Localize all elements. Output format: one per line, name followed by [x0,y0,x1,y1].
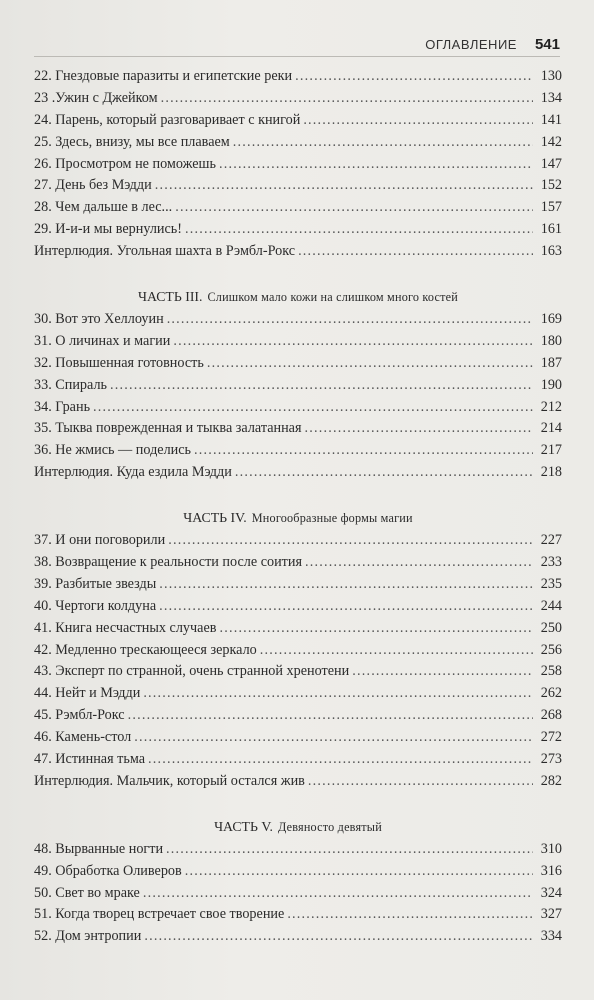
entry-page-number: 130 [540,67,562,84]
entry-title: 44. Нейт и Мэдди [34,685,141,702]
entry-page-number: 272 [540,729,562,746]
entry-page-number: 262 [540,685,562,702]
entry-title: 39. Разбитые звезды [34,575,157,592]
entry-page-number: 190 [540,376,562,393]
dot-leader [159,596,533,618]
entry-page-number: 217 [540,442,562,459]
part-label: ЧАСТЬ IV. [183,510,247,526]
entry-page-number: 142 [540,133,562,150]
toc-entry [34,353,562,375]
dot-leader [159,574,533,596]
entry-page-number: 169 [540,311,562,327]
entry-title: 50. Свет во мраке [34,884,140,901]
dot-leader [260,640,533,662]
entry-page-number: 212 [540,398,562,415]
toc-entry [34,883,562,905]
dot-leader [298,241,533,263]
toc-entry [34,219,562,241]
toc-entry [34,331,562,353]
entry-title: 40. Чертоги колдуна [34,597,157,614]
entry-page-number: 256 [540,641,562,658]
entry-title: 32. Повышенная готовность [34,354,204,371]
dot-leader [185,219,533,241]
toc-entry [34,110,562,132]
part-label: ЧАСТЬ III. [137,289,203,305]
dot-leader [175,197,533,219]
dot-leader [233,132,533,154]
entry-title: 31. О личинах и магии [34,332,171,349]
part-subtitle: Девяносто девятый [277,819,382,834]
toc-entry [34,683,562,705]
entry-title: 27. День без Мэдди [34,177,152,194]
toc-entry [34,440,562,462]
toc-entry [34,640,562,662]
entry-page-number: 214 [540,420,562,437]
part-label: ЧАСТЬ V. [214,818,273,834]
entry-page-number: 324 [540,884,562,901]
entry-page-number: 250 [540,619,562,636]
running-head [425,36,560,53]
entry-title: 46. Камень-стол [34,729,132,746]
dot-leader [295,66,533,88]
dot-leader [235,462,533,484]
toc-entry [34,926,562,948]
dot-leader [128,705,533,727]
entry-title: 33. Спираль [34,376,107,393]
entry-page-number: 147 [540,155,562,172]
entry-page-number: 180 [540,332,562,349]
table-of-contents [34,66,562,948]
dot-leader [308,771,533,793]
dot-leader [305,552,533,574]
toc-entry [34,397,562,419]
entry-page-number: 244 [540,597,562,614]
dot-leader [207,353,533,375]
entry-page-number: 187 [540,354,562,371]
entry-title: 38. Возвращение к реальности после соития [34,554,302,571]
entry-title: 28. Чем дальше в лес... [34,199,173,216]
dot-leader [161,88,533,110]
entry-title: 29. И-и-и мы вернулись! [34,221,182,238]
entry-title: 25. Здесь, внизу, мы все плаваем [34,133,230,150]
toc-entry [34,771,562,793]
dot-leader [134,727,533,749]
toc-entry [34,132,562,154]
entry-page-number: 134 [540,89,562,106]
toc-entry [34,574,562,596]
part-heading [34,484,562,530]
page-number: 541 [534,36,560,53]
entry-page-number: 227 [540,532,562,549]
entry-page-number: 258 [540,663,562,680]
toc-entry [34,661,562,683]
entry-page-number: 152 [540,177,562,194]
entry-title: 41. Книга несчастных случаев [34,619,217,636]
dot-leader [168,530,533,552]
entry-page-number: 334 [540,928,562,945]
entry-page-number: 235 [540,575,562,592]
entry-title: 23 .Ужин с Джейком [34,89,158,106]
dot-leader [287,904,533,926]
entry-page-number: 157 [540,199,562,216]
dot-leader [93,397,533,419]
dot-leader [144,926,533,948]
dot-leader [143,683,533,705]
toc-entry [34,552,562,574]
dot-leader [143,883,533,905]
entry-title: Интерлюдия. Куда ездила Мэдди [34,464,232,481]
part-subtitle: Многообразные формы магии [251,511,413,526]
dot-leader [167,309,533,331]
dot-leader [110,375,533,397]
toc-entry [34,241,562,263]
entry-title: Интерлюдия. Угольная шахта в Рэмбл-Рокс [34,243,296,260]
part-subtitle: Слишком мало кожи на слишком много костей [207,290,458,305]
toc-entry [34,418,562,440]
entry-page-number: 233 [540,554,562,571]
entry-title: 49. Обработка Оливеров [34,862,182,879]
entry-page-number: 218 [540,464,562,481]
dot-leader [155,175,533,197]
entry-title: 22. Гнездовые паразиты и египетские реки [34,67,293,84]
entry-title: 51. Когда творец встречает свое творение [34,906,285,923]
entry-page-number: 310 [540,840,562,857]
dot-leader [305,418,533,440]
entry-title: 48. Вырванные ногти [34,840,164,857]
entry-title: 26. Просмотром не поможешь [34,155,216,172]
toc-entry [34,861,562,883]
running-title: ОГЛАВЛЕНИЕ [425,37,517,52]
toc-entry [34,462,562,484]
dot-leader [303,110,533,132]
entry-page-number: 268 [540,707,562,724]
toc-entry [34,839,562,861]
entry-title: 24. Парень, который разговаривает с книгой [34,111,301,128]
entry-page-number: 163 [540,243,562,260]
toc-entry [34,88,562,110]
toc-entry [34,905,562,927]
entry-title: 45. Рэмбл-Рокс [34,707,125,724]
entry-title: 43. Эксперт по странной, очень странной хренотени [34,663,350,680]
entry-page-number: 141 [540,111,562,128]
entry-title: Интерлюдия. Мальчик, который остался жив [34,772,305,789]
toc-entry [34,530,562,552]
toc-entry [34,749,562,771]
toc-entry [34,375,562,397]
header-rule [34,56,560,57]
toc-entry [34,66,562,88]
toc-entry [34,618,562,640]
entry-title: 42. Медленно трескающееся зеркало [34,641,257,658]
dot-leader [352,661,533,683]
toc-entry [34,727,562,749]
entry-title: 47. Истинная тьма [34,751,146,768]
toc-entry [34,175,562,197]
toc-entry [34,154,562,176]
entry-title: 36. Не жмись — поделись [34,442,192,459]
dot-leader [194,440,533,462]
entry-title: 34. Грань [34,398,91,415]
entry-page-number: 161 [540,221,562,238]
toc-entry [34,309,562,331]
toc-entry [34,596,562,618]
dot-leader [185,861,533,883]
entry-page-number: 316 [540,862,562,879]
dot-leader [148,749,533,771]
entry-page-number: 282 [540,772,562,789]
toc-entry [34,197,562,219]
dot-leader [219,618,533,640]
dot-leader [173,331,533,353]
entry-title: 35. Тыква поврежденная и тыква залатанная [34,420,302,437]
toc-entry [34,705,562,727]
dot-leader [219,154,533,176]
entry-title: 37. И они поговорили [34,532,166,549]
entry-page-number: 327 [540,906,562,923]
part-heading [34,263,562,309]
part-heading [34,793,562,839]
dot-leader [166,839,533,861]
entry-title: 30. Вот это Хеллоуин [34,311,164,327]
entry-title: 52. Дом энтропии [34,928,142,945]
entry-page-number: 273 [540,751,562,768]
